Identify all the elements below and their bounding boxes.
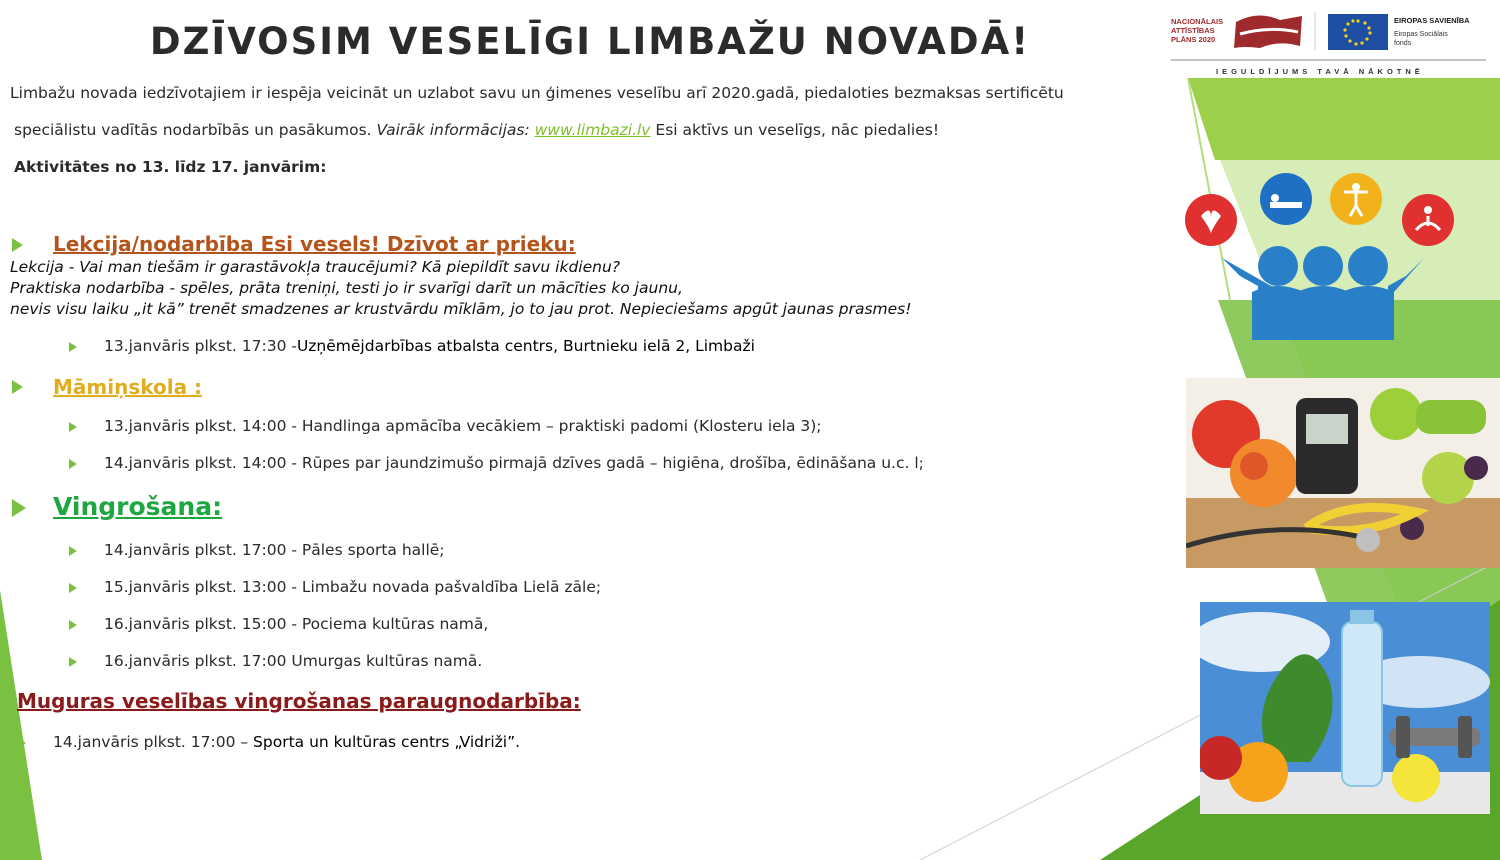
bullet-arrow-icon — [69, 620, 77, 630]
green-corner-left — [0, 590, 42, 860]
gym-item: 16.janvāris plkst. 15:00 - Pociema kultūras namā, — [104, 615, 489, 633]
water-vegetables-image — [1200, 602, 1490, 814]
fruit-glucometer-image — [1186, 378, 1500, 568]
logos-graphic — [1168, 8, 1490, 78]
gym-item: 16.janvāris plkst. 17:00 Umurgas kultūras namā. — [104, 652, 483, 670]
intro-call: Esi aktīvs un veselīgs, nāc piedalies! — [650, 121, 940, 139]
page-title: DZĪVOSIM VESELĪGI LIMBAŽU NOVADĀ! — [149, 20, 1031, 63]
back-item — [53, 733, 520, 751]
bullet-arrow-icon — [69, 546, 77, 556]
bullet-arrow-icon — [12, 499, 26, 517]
intro-line-2 — [14, 121, 939, 139]
nap-text-3: PLĀNS 2020 — [1171, 35, 1216, 44]
mothers-item: 13.janvāris plkst. 14:00 - Handlinga apmācība vecākiem – praktiski padomi (Klosteru iela 3); — [104, 417, 822, 435]
bullet-arrow-icon — [69, 459, 77, 469]
lecture-desc-3: nevis visu laiku „it kā” trenēt smadzenes ar krustvārdu mīklām, jo to jau prot. Nepieciešams apgūt jaunas prasmes! — [10, 300, 912, 318]
back-item-date: 14.janvāris plkst. 17:00 – — [53, 733, 254, 751]
mothers-item: 14.janvāris plkst. 14:00 - Rūpes par jaundzimušo pirmajā dzīves gadā – higiēna, drošība, ēdināšana u.c. l; — [104, 454, 924, 472]
lecture-item — [104, 337, 755, 355]
dumbbell-icon — [1416, 400, 1486, 434]
glucometer-icon — [1296, 398, 1358, 494]
back-item-place: Sporta un kultūras centrs „Vidriži”. — [253, 733, 521, 751]
lecture-heading: Lekcija/nodarbība Esi vesels! Dzīvot ar prieku: — [53, 232, 576, 256]
sleep-icon — [1260, 173, 1312, 225]
intro-more-info: Vairāk informācijas: — [376, 121, 535, 139]
nap-text-2: ATTĪSTĪBAS — [1171, 26, 1215, 35]
intro-text: speciālistu vadītās nodarbībās un pasākumos. — [14, 121, 377, 139]
people-icon — [1222, 246, 1424, 340]
bullet-arrow-icon — [69, 657, 77, 667]
gym-item: 14.janvāris plkst. 17:00 - Pāles sporta hallē; — [104, 541, 445, 559]
funding-logos — [1168, 8, 1490, 78]
mothers-heading: Māmiņskola : — [53, 375, 203, 399]
bullet-arrow-icon — [69, 342, 77, 352]
lecture-item-place: Uzņēmējdarbības atbalsta centrs, Burtnieku ielā 2, Limbaži — [296, 337, 755, 355]
back-heading: Muguras veselības vingrošanas paraugnodarbība: — [17, 689, 581, 713]
eu-flag-icon — [1328, 14, 1388, 50]
gym-item: 15.janvāris plkst. 13:00 - Limbažu novada pašvaldība Lielā zāle; — [104, 578, 602, 596]
bullet-arrow-icon — [18, 738, 26, 748]
lemon-icon — [1392, 754, 1440, 802]
eu-fund-1: Eiropas Sociālais — [1394, 31, 1448, 38]
eu-fund-2: fonds — [1394, 40, 1412, 47]
lecture-item-date: 13.janvāris plkst. 17:30 - — [104, 337, 297, 355]
plum-icon — [1464, 456, 1488, 480]
nap-text-1: NACIONĀLAIS — [1171, 17, 1224, 26]
eu-title: EIROPAS SAVIENĪBA — [1394, 16, 1470, 25]
lecture-desc-1: Lekcija - Vai man tiešām ir garastāvokļa traucējumi? Kā piepildīt savu ikdienu? — [10, 258, 620, 276]
gym-heading: Vingrošana: — [53, 492, 223, 521]
bullet-arrow-icon — [69, 422, 77, 432]
lime-icon — [1370, 388, 1422, 440]
website-link[interactable]: www.limbazi.lv — [534, 121, 651, 139]
bullet-arrow-icon — [12, 380, 23, 394]
bullet-arrow-icon — [69, 583, 77, 593]
green-band-top — [1188, 78, 1500, 160]
bullet-arrow-icon — [12, 238, 23, 252]
apple-icon — [1200, 736, 1242, 780]
water-bottle-icon — [1342, 622, 1382, 786]
eu-tagline: IEGULDĪJUMS TAVĀ NĀKOTNĒ — [1216, 67, 1424, 76]
activities-period: Aktivitātes no 13. līdz 17. janvārim: — [14, 158, 327, 176]
health-icons-illustration — [1180, 168, 1460, 340]
intro-line-1: Limbažu novada iedzīvotajiem ir iespēja veicināt un uzlabot savu un ģimenes veselību arī 2020.gadā, piedaloties bezmaksas sertificētu — [10, 84, 1064, 102]
lecture-desc-2: Praktiska nodarbība - spēles, prāta treniņi, testi jo ir svarīgi darīt un mācīties ko jaunu, — [10, 279, 683, 297]
